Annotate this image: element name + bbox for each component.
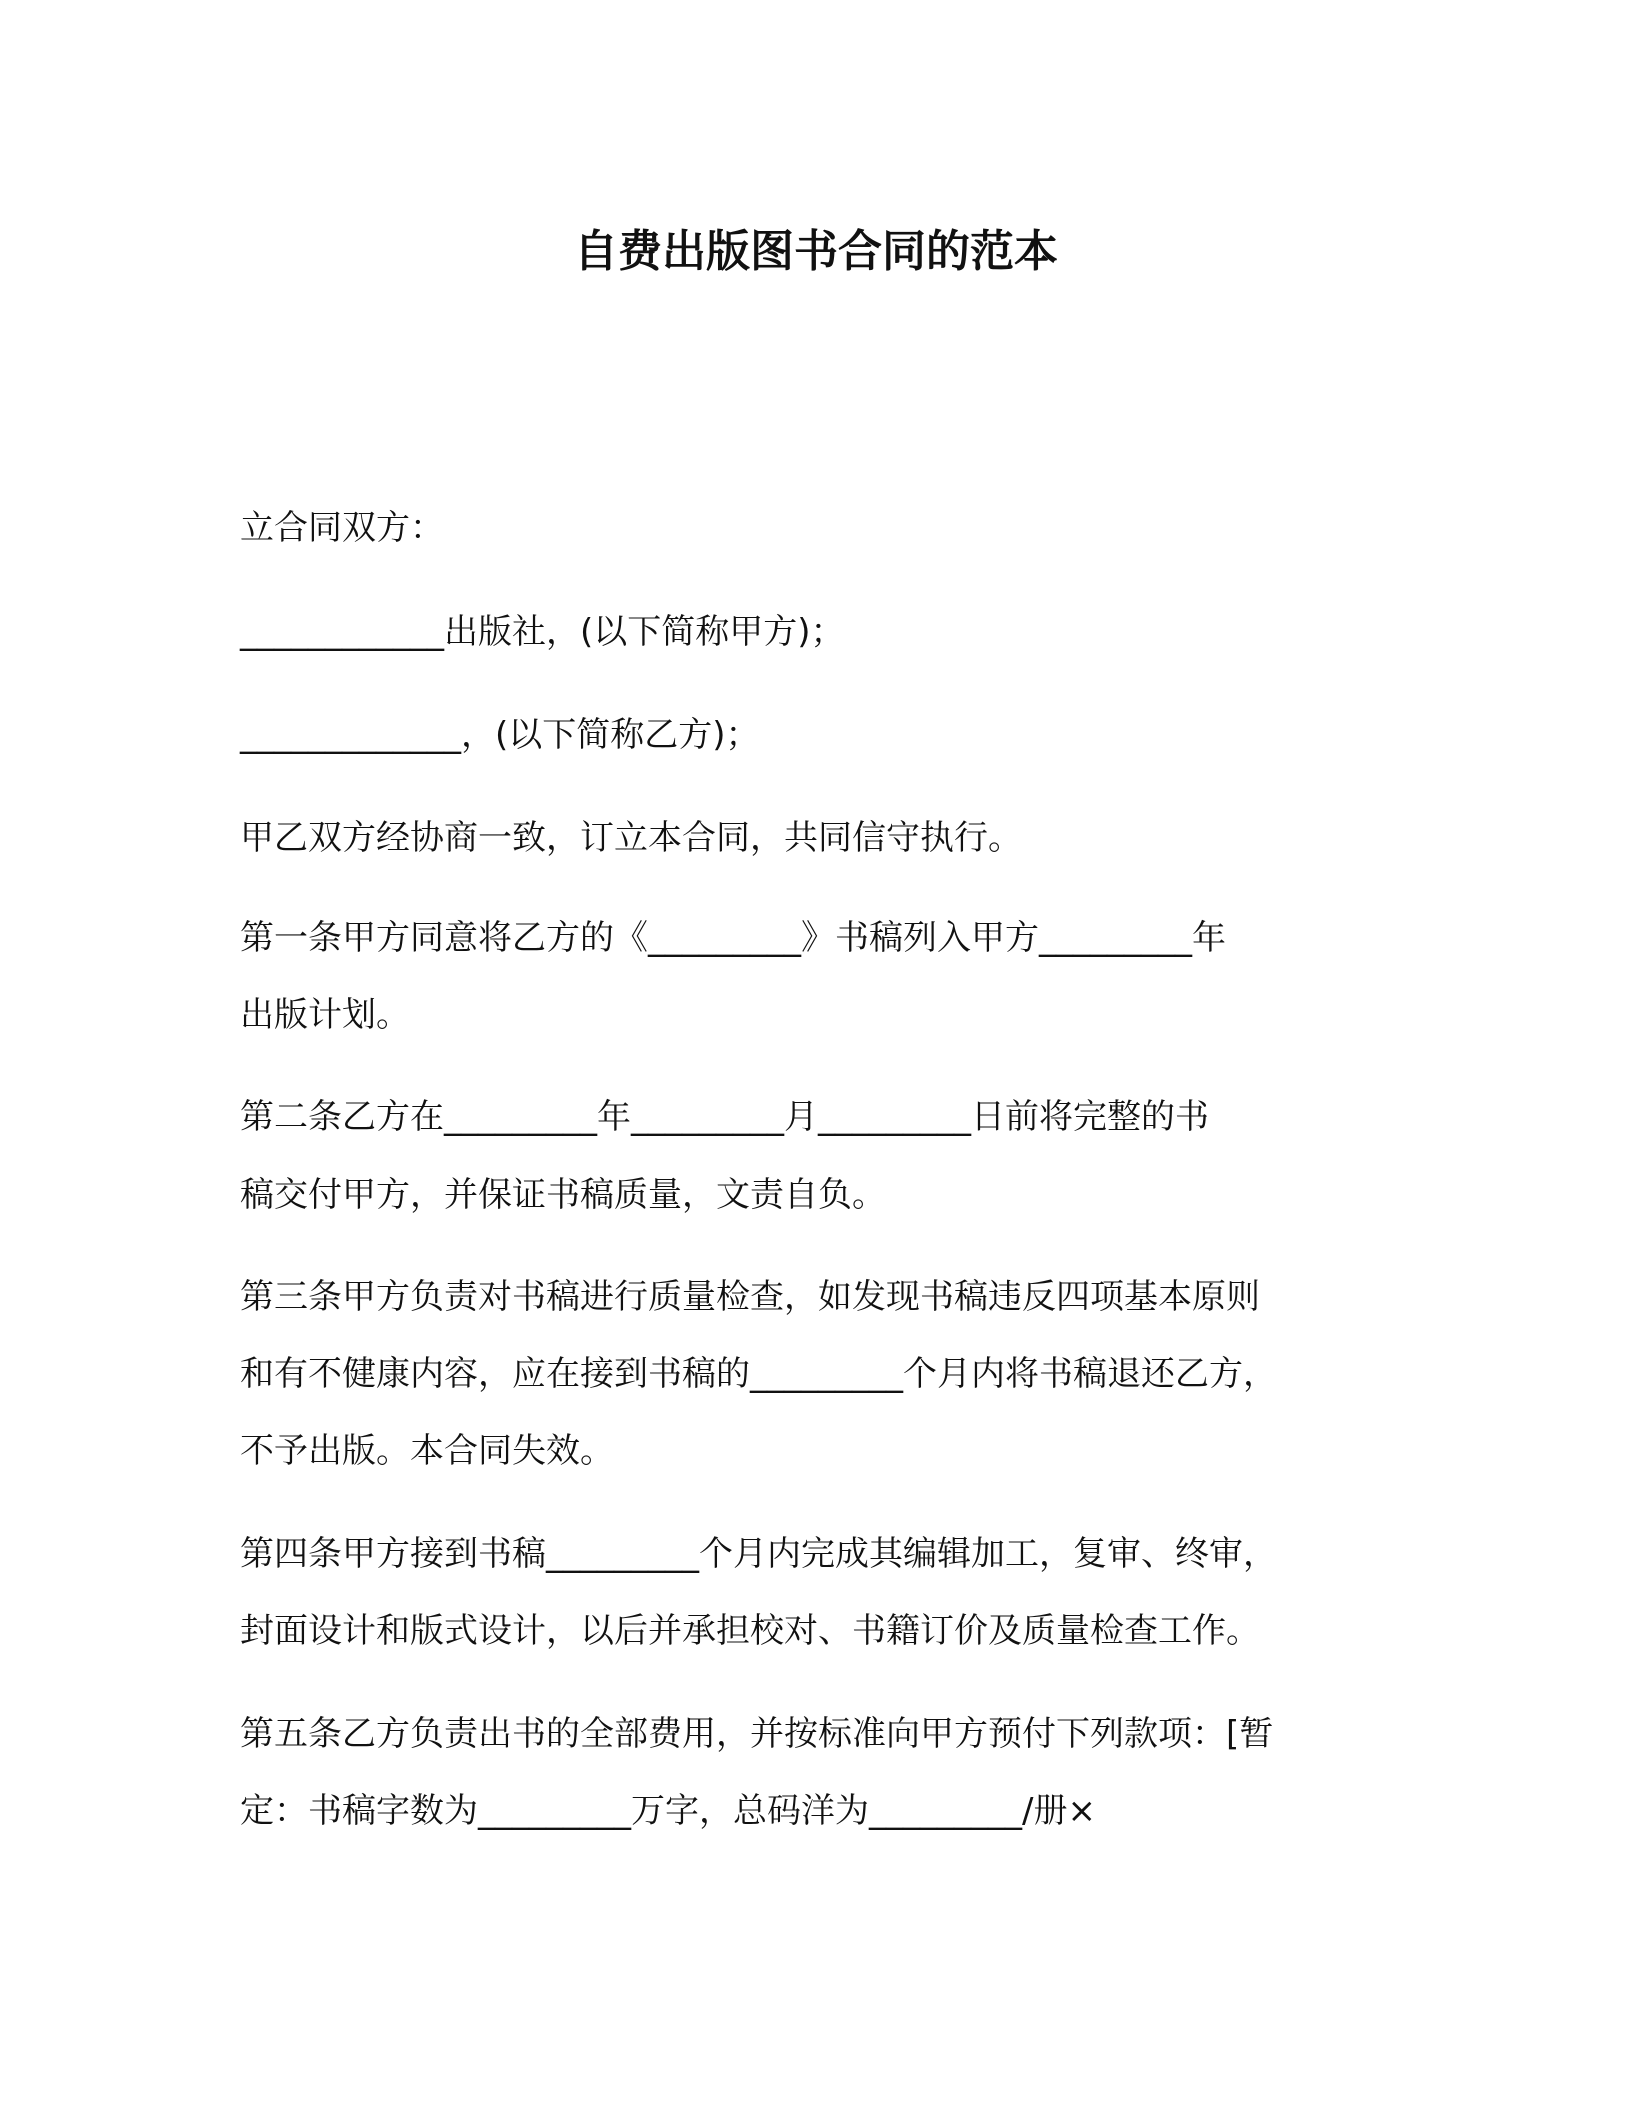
- parties-heading: 立合同双方：: [240, 508, 444, 548]
- article-2-line-2: 稿交付甲方，并保证书稿质量，文责自负。: [240, 1175, 886, 1215]
- document-title: 自费出版图书合同的范本: [574, 226, 1058, 277]
- article-3-line-3: 不予出版。本合同失效。: [240, 1431, 614, 1471]
- article-4-line-1: 第四条甲方接到书稿_________个月内完成其编辑加工，复审、终审，: [240, 1534, 1277, 1574]
- article-5-line-2: 定：书稿字数为_________万字，总码洋为_________/册×: [240, 1791, 1096, 1831]
- article-1-line-1: 第一条甲方同意将乙方的《_________》书稿列入甲方_________年: [240, 918, 1226, 958]
- party-a-line: ____________出版社，(以下简称甲方)；: [240, 612, 845, 652]
- article-3-line-2: 和有不健康内容，应在接到书稿的_________个月内将书稿退还乙方，: [240, 1354, 1277, 1394]
- party-b-line: _____________，(以下简称乙方)；: [240, 715, 760, 755]
- article-3-line-1: 第三条甲方负责对书稿进行质量检查，如发现书稿违反四项基本原则: [240, 1277, 1260, 1317]
- article-4-line-2: 封面设计和版式设计，以后并承担校对、书籍订价及质量检查工作。: [240, 1611, 1260, 1651]
- article-5-line-1: 第五条乙方负责出书的全部费用，并按标准向甲方预付下列款项：[暂: [240, 1714, 1274, 1754]
- article-2-line-1: 第二条乙方在_________年_________月_________日前将完整的书: [240, 1097, 1209, 1137]
- agreement-statement: 甲乙双方经协商一致，订立本合同，共同信守执行。: [240, 818, 1022, 858]
- article-1-line-2: 出版计划。: [240, 995, 410, 1035]
